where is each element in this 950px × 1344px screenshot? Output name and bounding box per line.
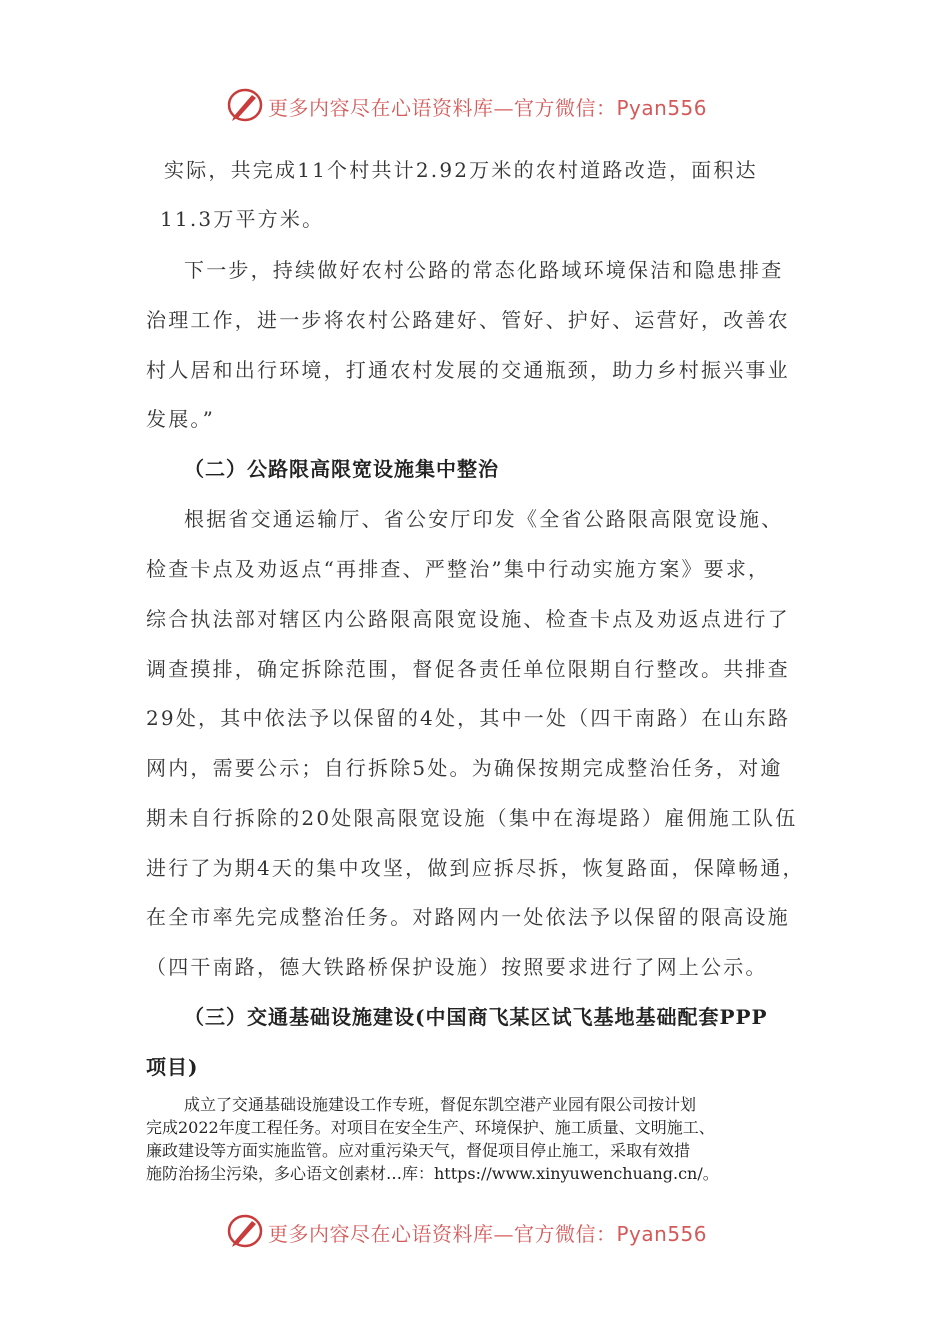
body-line: 综合执法部对辖区内公路限高限宽设施、检查卡点及劝返点进行了 (146, 607, 790, 631)
wechat-handle: Pyan556 (616, 1222, 708, 1246)
body-line: 根据省交通运输厅、省公安厅印发《全省公路限高限宽设施、 (184, 507, 784, 531)
body-line: 检查卡点及劝返点“再排查、严整治”集中行动实施方案》要求， (146, 557, 771, 581)
small-body-line: 成立了交通基础设施建设工作专班，督促东凯空港产业园有限公司按计划 (184, 1095, 697, 1114)
section-heading-continued: 项目) (146, 1055, 199, 1079)
body-line: 实际，共完成11个村共计2.92万米的农村道路改造，面积达 (164, 158, 758, 182)
pen-logo-icon (226, 86, 264, 124)
banner-text: 更多内容尽在心语资料库—官方微信：Pyan556 (268, 96, 708, 120)
footer-banner (0, 1212, 950, 1252)
section-heading: （二）公路限高限宽设施集中整治 (184, 457, 499, 481)
body-line: 29处，其中依法予以保留的4处，其中一处（四干南路）在山东路 (146, 706, 791, 730)
small-body-line: 施防治扬尘污染，多心语文创素材…库：https://www.xinyuwenchuang.cn/。 (146, 1164, 719, 1183)
body-line: 治理工作，进一步将农村公路建好、管好、护好、运营好，改善农 (146, 308, 790, 332)
body-line: 发展。” (146, 407, 216, 431)
body-line: 在全市率先完成整治任务。对路网内一处依法予以保留的限高设施 (146, 905, 790, 929)
body-line: 村人居和出行环境，打通农村发展的交通瓶颈，助力乡村振兴事业 (146, 358, 790, 382)
small-body-line: 廉政建设等方面实施监管。应对重污染天气，督促项目停止施工，采取有效措 (146, 1141, 691, 1160)
body-line: （四干南路，德大铁路桥保护设施）按照要求进行了网上公示。 (146, 955, 768, 979)
wechat-handle: Pyan556 (616, 96, 708, 120)
body-line: 网内，需要公示；自行拆除5处。为确保按期完成整治任务，对逾 (146, 756, 783, 780)
body-line: 11.3万平方米。 (160, 207, 325, 231)
body-line: 进行了为期4天的集中攻坚，做到应拆尽拆，恢复路面，保障畅通， (146, 856, 805, 880)
pen-logo-icon (226, 1212, 264, 1250)
header-banner (0, 86, 950, 126)
section-heading: （三）交通基础设施建设(中国商飞某区试飞基地基础配套PPP (184, 1005, 768, 1029)
banner-text: 更多内容尽在心语资料库—官方微信：Pyan556 (268, 1222, 708, 1246)
body-line: 调查摸排，确定拆除范围，督促各责任单位限期自行整改。共排查 (146, 657, 790, 681)
body-line: 期未自行拆除的20处限高限宽设施（集中在海堤路）雇佣施工队伍 (146, 806, 798, 830)
small-body-line: 完成2022年度工程任务。对项目在安全生产、环境保护、施工质量、文明施工、 (146, 1118, 715, 1137)
body-line: 下一步，持续做好农村公路的常态化路域环境保洁和隐患排查 (184, 258, 784, 282)
